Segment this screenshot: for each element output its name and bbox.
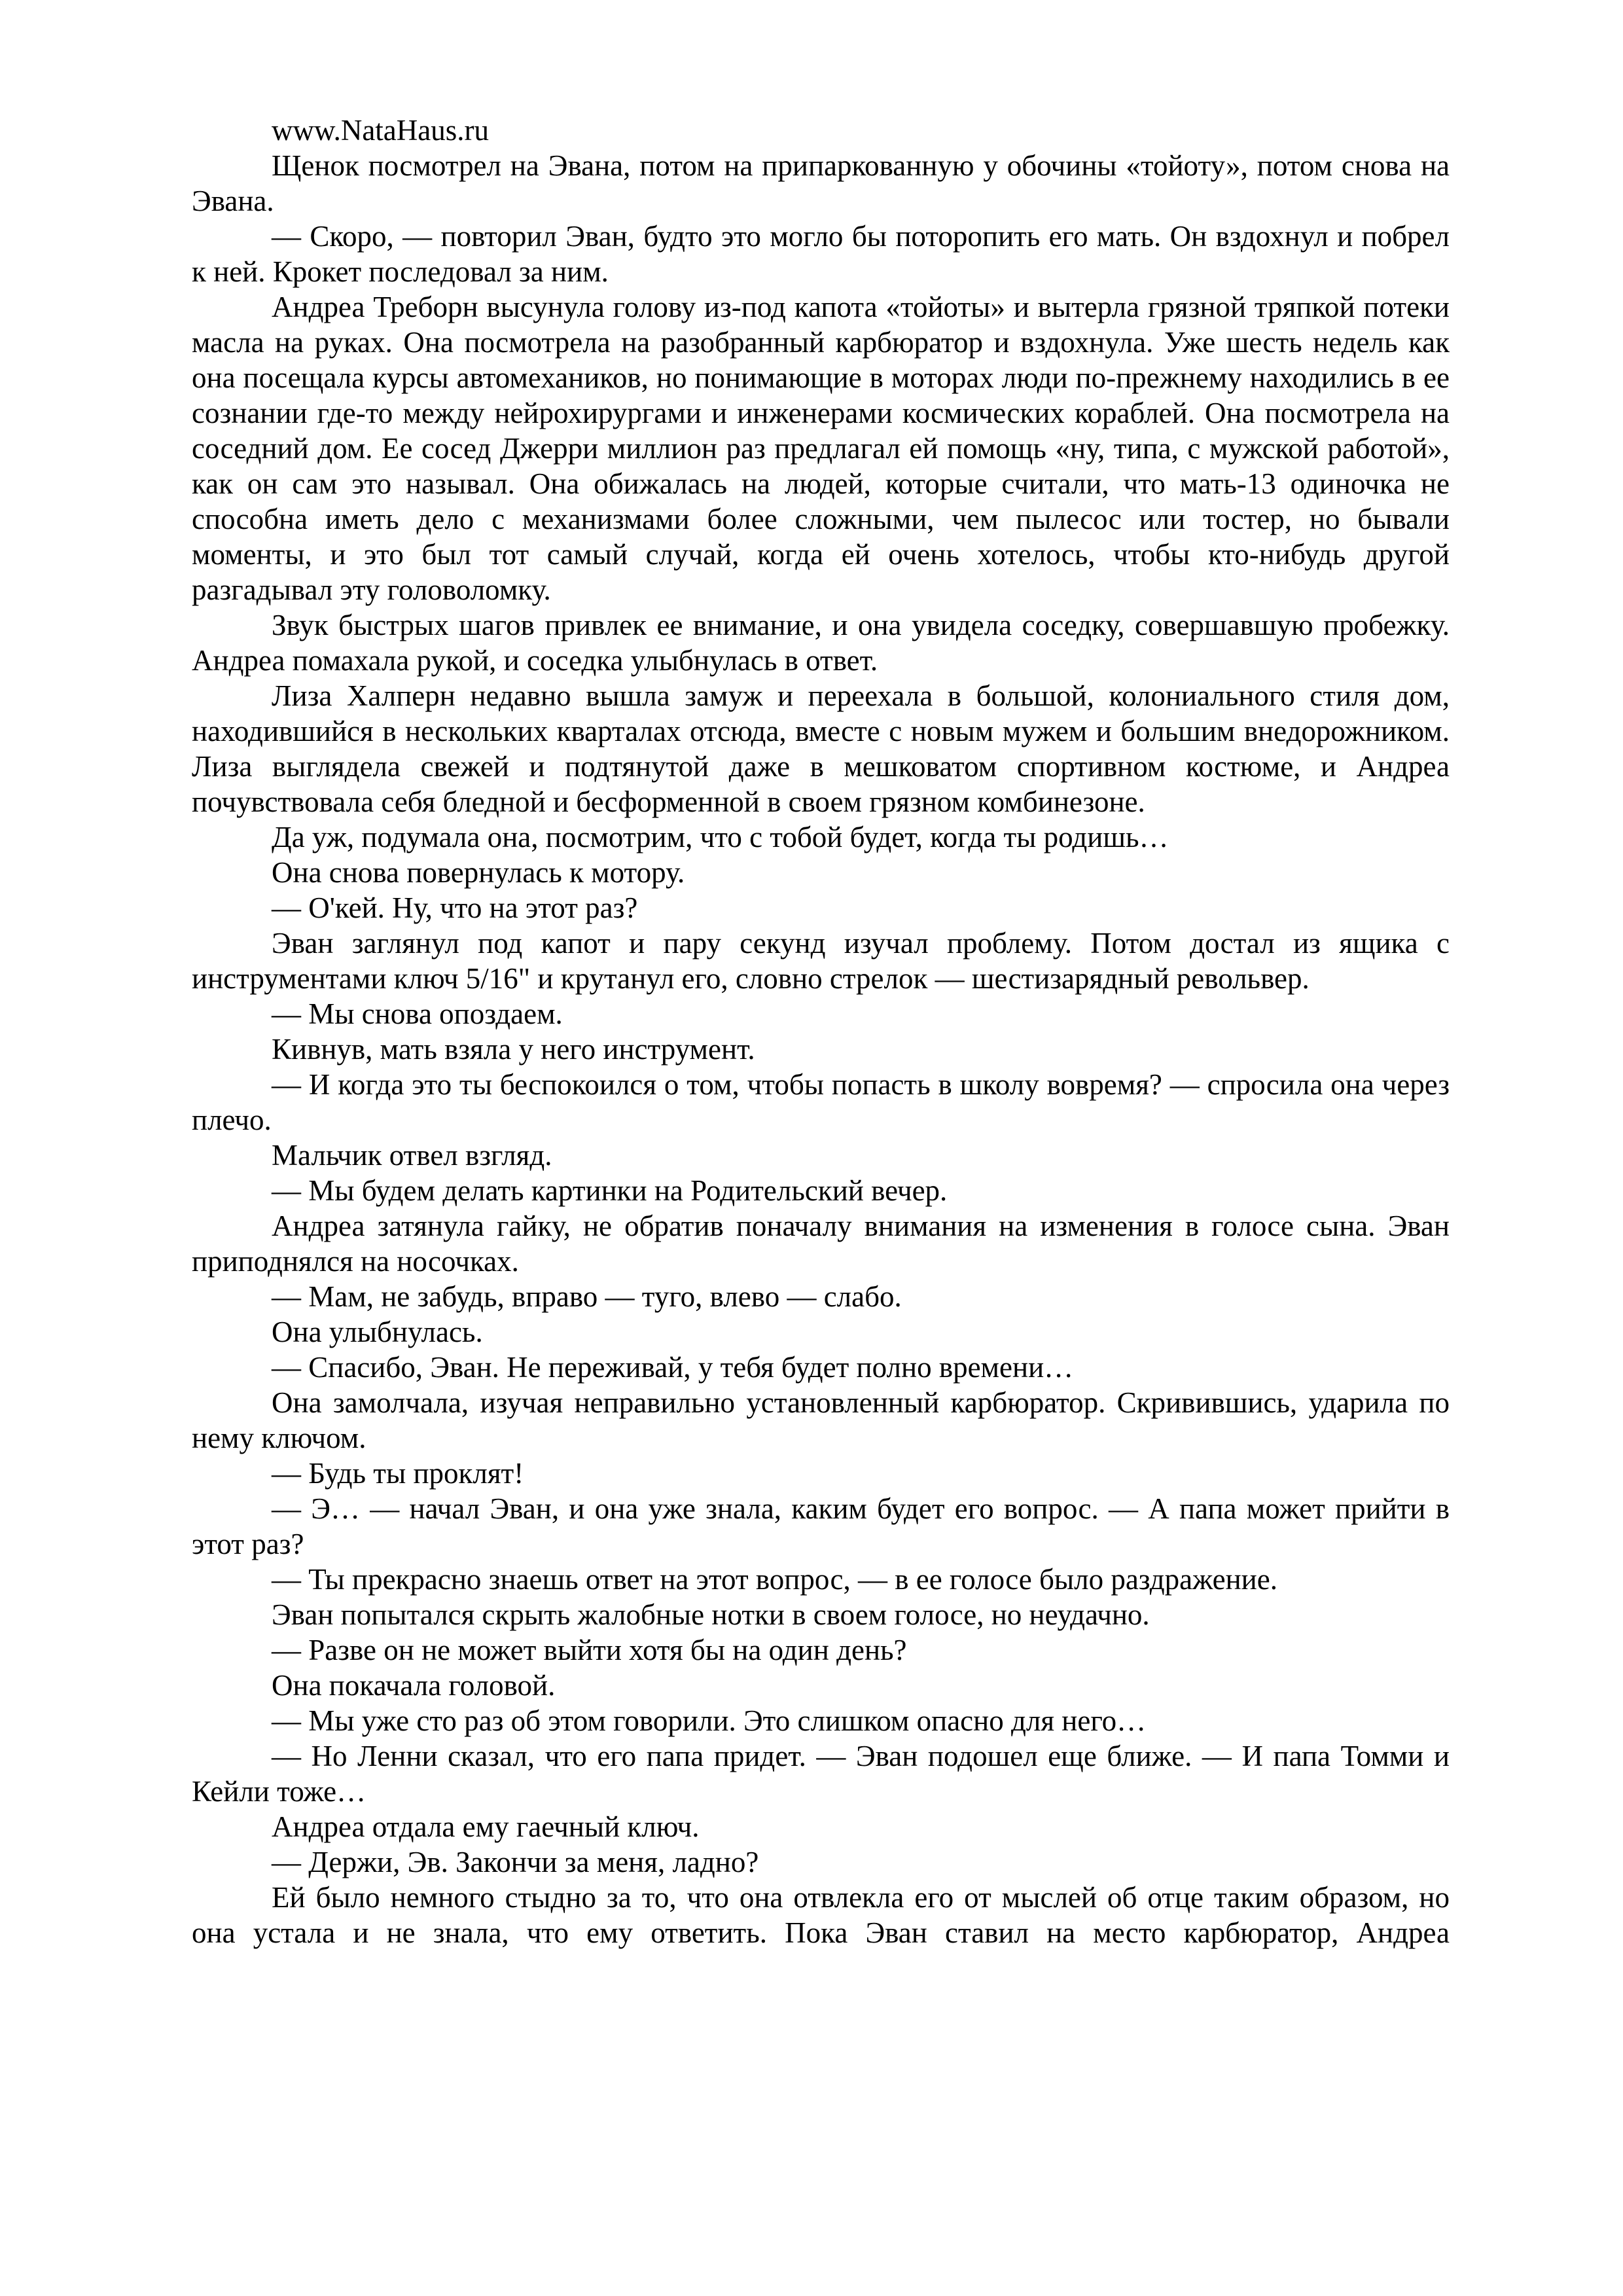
paragraph: Андреа отдала ему гаечный ключ. [272,1810,700,1843]
paragraph: — Спасибо, Эван. Не переживай, у тебя будет полно времени… [272,1351,1074,1384]
paragraph: Она снова повернулась к мотору. [272,856,685,889]
paragraph: Она покачала головой. [272,1669,556,1702]
paragraph: — Э… — начал Эван, и она уже знала, каким будет его вопрос. — А папа может прийти в этот раз? [192,1492,1450,1560]
paragraph: Лиза Халперн недавно вышла замуж и переехала в большой, колониального стиля дом, находившийся в нескольких кварталах отсюда, вместе с новым мужем и большим внедорожником. Лиза выглядела свежей и подтянутой даже в мешковатом спортивном костюме, и Андреа почувствовала себя бледной и бесформенной в своем грязном комбинезоне. [192,679,1450,818]
paragraph: — Разве он не может выйти хотя бы на один день? [272,1634,907,1666]
paragraph: Андреа затянула гайку, не обратив поначалу внимания на изменения в голосе сына. Эван приподнялся на носочках. [192,1210,1450,1278]
paragraph: — И когда это ты беспокоился о том, чтобы попасть в школу вовремя? — спросила она через плечо. [192,1068,1450,1136]
paragraph: Звук быстрых шагов привлек ее внимание, и она увидела соседку, совершавшую пробежку. Андреа помахала рукой, и соседка улыбнулась в ответ. [192,609,1450,677]
paragraph: Мальчик отвел взгляд. [272,1139,552,1172]
paragraph: Кивнув, мать взяла у него инструмент. [272,1033,755,1066]
paragraph: — Мы уже сто раз об этом говорили. Это слишком опасно для него… [272,1704,1147,1737]
page-header: www.NataHaus.ru [272,114,489,147]
paragraph: Эван попытался скрыть жалобные нотки в своем голосе, но неудачно. [272,1598,1150,1631]
paragraph: — Будь ты проклят! [272,1457,524,1490]
paragraph: Ей было немного стыдно за то, что она отвлекла его от мыслей об отце таким образом, но она устала и не знала, что ему ответить. Пока Эван ставил на место карбюратор, Андреа [192,1881,1450,1949]
paragraph: — Ты прекрасно знаешь ответ на этот вопрос, — в ее голосе было раздражение. [272,1563,1277,1596]
paragraph: — Скоро, — повторил Эван, будто это могло бы поторопить его мать. Он вздохнул и побрел к ней. Крокет последовал за ним. [192,220,1450,288]
paragraph: Да уж, подумала она, посмотрим, что с тобой будет, когда ты родишь… [272,821,1169,853]
paragraph: — О'кей. Ну, что на этот раз? [272,891,638,924]
paragraph: — Но Ленни сказал, что его папа придет. — Эван подошел еще ближе. — И папа Томми и Кейли тоже… [192,1740,1450,1808]
paragraph: Эван заглянул под капот и пару секунд изучал проблему. Потом достал из ящика с инструментами ключ 5/16" и крутанул его, словно стрелок — шестизарядный револьвер. [192,927,1450,995]
paragraph: — Мы снова опоздаем. [272,997,563,1030]
paragraph: — Держи, Эв. Закончи за меня, ладно? [272,1846,759,1878]
paragraph: — Мы будем делать картинки на Родительский вечер. [272,1174,948,1207]
paragraph: Она улыбнулась. [272,1316,483,1348]
paragraph: Она замолчала, изучая неправильно установленный карбюратор. Скривившись, ударила по нему ключом. [192,1386,1450,1454]
paragraph: Щенок посмотрел на Эвана, потом на припаркованную у обочины «тойоту», потом снова на Эвана. [192,149,1450,217]
paragraph: Андреа Треборн высунула голову из-под капота «тойоты» и вытерла грязной тряпкой потеки масла на руках. Она посмотрела на разобранный карбюратор и вздохнула. Уже шесть недель как она посещала курсы автомехаников, но понимающие в моторах люди по-прежнему находились в ее сознании где-то между нейрохирургами и инженерами космических кораблей. Она посмотрела на соседний дом. Ее сосед Джерри миллион раз предлагал ей помощь «ну, типа, с мужской работой», как он сам это называл. Она обижалась на людей, которые считали, что мать-13 одиночка не способна иметь дело с механизмами более сложными, чем пылесос или тостер, но бывали моменты, и это был тот самый случай, когда ей очень хотелось, чтобы кто-нибудь другой разгадывал эту головоломку. [192,291,1450,606]
paragraph: — Мам, не забудь, вправо — туго, влево — слабо. [272,1280,902,1313]
document-page [192,113,1450,1950]
